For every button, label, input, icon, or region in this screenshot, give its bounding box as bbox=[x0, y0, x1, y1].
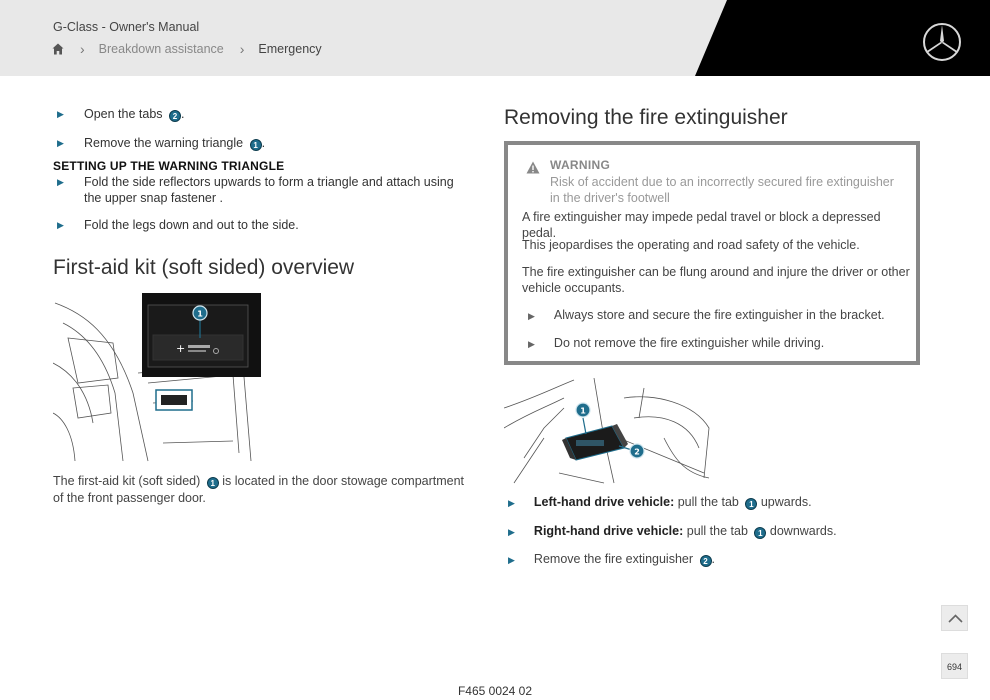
arrow-bullet-icon: ▶ bbox=[57, 177, 64, 187]
callout-badge: 1 bbox=[745, 498, 757, 510]
arrow-bullet-icon: ▶ bbox=[528, 339, 535, 349]
header-bar bbox=[0, 0, 990, 76]
arrow-bullet-icon: ▶ bbox=[57, 220, 64, 230]
arrow-bullet-icon: ▶ bbox=[528, 311, 535, 321]
callout-badge: 2 bbox=[169, 110, 181, 122]
callout-badge: 1 bbox=[250, 139, 262, 151]
callout-1: 1 bbox=[580, 406, 586, 416]
section-title-first-aid: First-aid kit (soft sided) overview bbox=[53, 256, 355, 279]
warning-box bbox=[504, 141, 920, 365]
step-right-hand-drive: ▶ Right-hand drive vehicle: pull the tab 1 downwards. bbox=[508, 524, 837, 538]
svg-text:+: + bbox=[176, 342, 186, 355]
fire-extinguisher-illustration bbox=[504, 378, 712, 486]
warning-paragraph-2: This jeopardises the operating and road safety of the vehicle. bbox=[522, 238, 860, 252]
chevron-right-icon: › bbox=[80, 41, 85, 57]
breadcrumb-breakdown-assistance[interactable]: Breakdown assistance bbox=[98, 42, 224, 56]
warning-step-1: ▶ Always store and secure the fire extinguisher in the bracket. bbox=[528, 308, 885, 322]
document-title: G-Class - Owner's Manual bbox=[53, 20, 200, 34]
scroll-to-top-button[interactable] bbox=[941, 605, 968, 631]
step-left-hand-drive: ▶ Left-hand drive vehicle: pull the tab 1 upwards. bbox=[508, 495, 812, 509]
callout-2: 2 bbox=[634, 447, 640, 457]
step-fold-legs: ▶ Fold the legs down and out to the side. bbox=[57, 218, 299, 232]
callout-badge: 2 bbox=[700, 555, 712, 567]
warning-risk: Risk of accident due to an incorrectly secured fire extinguisher in the driver's footwell bbox=[550, 175, 894, 205]
arrow-bullet-icon: ▶ bbox=[508, 555, 515, 565]
home-icon[interactable] bbox=[52, 43, 64, 55]
section-title-fire-extinguisher: Removing the fire extinguisher bbox=[504, 106, 788, 129]
arrow-bullet-icon: ▶ bbox=[57, 138, 64, 148]
subheading-setting-up-triangle: SETTING UP THE WARNING TRIANGLE bbox=[53, 159, 285, 173]
arrow-bullet-icon: ▶ bbox=[57, 109, 64, 119]
warning-step-2: ▶ Do not remove the fire extinguisher while driving. bbox=[528, 336, 825, 350]
mercedes-star-logo bbox=[922, 22, 962, 62]
chevron-right-icon: › bbox=[239, 41, 245, 57]
chevron-up-icon bbox=[942, 606, 969, 632]
warning-paragraph-1: A fire extinguisher may impede pedal travel or block a depressed pedal. bbox=[522, 210, 881, 240]
callout-1: 1 bbox=[197, 309, 203, 319]
step-remove-extinguisher: ▶ Remove the fire extinguisher 2 . bbox=[508, 552, 715, 566]
breadcrumb-emergency: Emergency bbox=[258, 42, 322, 56]
callout-badge: 1 bbox=[754, 527, 766, 539]
step-open-tabs: ▶ Open the tabs 2 . bbox=[57, 107, 185, 121]
first-aid-description: The first-aid kit (soft sided) 1 is located in the door stowage compartment of the front passenger door. bbox=[53, 474, 465, 505]
first-aid-kit-illustration bbox=[53, 293, 261, 463]
warning-paragraph-3: The fire extinguisher can be flung around and injure the driver or other vehicle occupants. bbox=[522, 265, 910, 295]
arrow-bullet-icon: ▶ bbox=[508, 498, 515, 508]
image-reference-code: F465 0024 02 bbox=[457, 684, 533, 698]
warning-label: WARNING bbox=[550, 158, 611, 172]
step-fold-reflectors: ▶ Fold the side reflectors upwards to form a triangle and attach using the upper snap fastener . bbox=[57, 175, 454, 205]
arrow-bullet-icon: ▶ bbox=[508, 527, 515, 537]
page-number-button[interactable]: 694 bbox=[941, 653, 968, 679]
callout-badge: 1 bbox=[207, 477, 219, 489]
warning-triangle-icon bbox=[526, 161, 540, 174]
breadcrumb bbox=[52, 42, 322, 56]
step-remove-triangle: ▶ Remove the warning triangle 1 . bbox=[57, 136, 266, 150]
